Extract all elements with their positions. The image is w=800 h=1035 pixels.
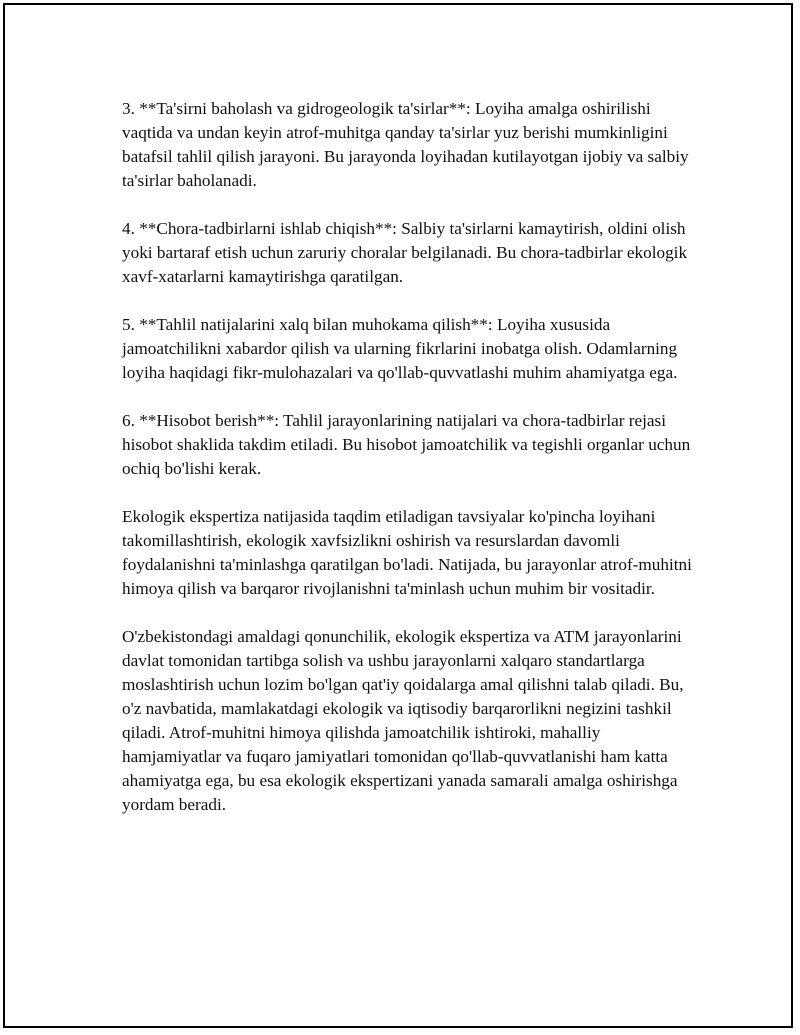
document-body xyxy=(122,97,702,841)
paragraph-legislation: O'zbekistondagi amaldagi qonunchilik, ekologik ekspertiza va ATM jarayonlarini davlat tomonidan tartibga solish va ushbu jarayonlarni xalqaro standartlarga moslashtirish uchun lozim bo'lgan qat'iy qoidalarga amal qilishni talab qiladi. Bu, o'z navbatida, mamlakatdagi ekologik va iqtisodiy barqarorlikni negizini tashkil qiladi. Atrof-muhitni himoya qilishda jamoatchilik ishtiroki, mahalliy hamjamiyatlar va fuqaro jamiyatlari tomonidan qo'llab-quvvatlanishi ham katta ahamiyatga ega, bu esa ekologik ekspertizani yanada samarali amalga oshirishga yordam beradi. xyxy=(122,627,684,814)
paragraph-item-5: 5. **Tahlil natijalarini xalq bilan muhokama qilish**: Loyiha xususida jamoatchilikni xabardor qilish va ularning fikrlarini inobatga olish. Odamlarning loyiha haqidagi fikr-mulohazalari va qo'llab-quvvatlashi muhim ahamiyatga ega. xyxy=(122,315,678,382)
paragraph-item-4: 4. **Chora-tadbirlarni ishlab chiqish**: Salbiy ta'sirlarni kamaytirish, oldini olish yoki bartaraf etish uchun zaruriy choralar belgilanadi. Bu chora-tadbirlar ekologik xavf-xatarlarni kamaytirishga qaratilgan. xyxy=(122,219,688,286)
paragraph-item-6: 6. **Hisobot berish**: Tahlil jarayonlarining natijalari va chora-tadbirlar rejasi hisobot shaklida takdim etiladi. Bu hisobot jamoatchilik va tegishli organlar uchun ochiq bo'lishi kerak. xyxy=(122,411,691,478)
paragraph-recommendations: Ekologik ekspertiza natijasida taqdim etiladigan tavsiyalar ko'pincha loyihani takomillashtirish, ekologik xavfsizlikni oshirish va resurslardan davomli foydalanishni ta'minlashga qaratilgan bo'ladi. Natijada, bu jarayonlar atrof-muhitni himoya qilish va barqaror rivojlanishni ta'minlash uchun muhim bir vositadir. xyxy=(122,507,692,598)
page-frame xyxy=(3,3,793,1028)
paragraph-item-3: 3. **Ta'sirni baholash va gidrogeologik ta'sirlar**: Loyiha amalga oshirilishi vaqtida va undan keyin atrof-muhitga qanday ta'sirlar yuz berishi mumkinligini batafsil tahlil qilish jarayoni. Bu jarayonda loyihadan kutilayotgan ijobiy va salbiy ta'sirlar baholanadi. xyxy=(122,99,689,190)
